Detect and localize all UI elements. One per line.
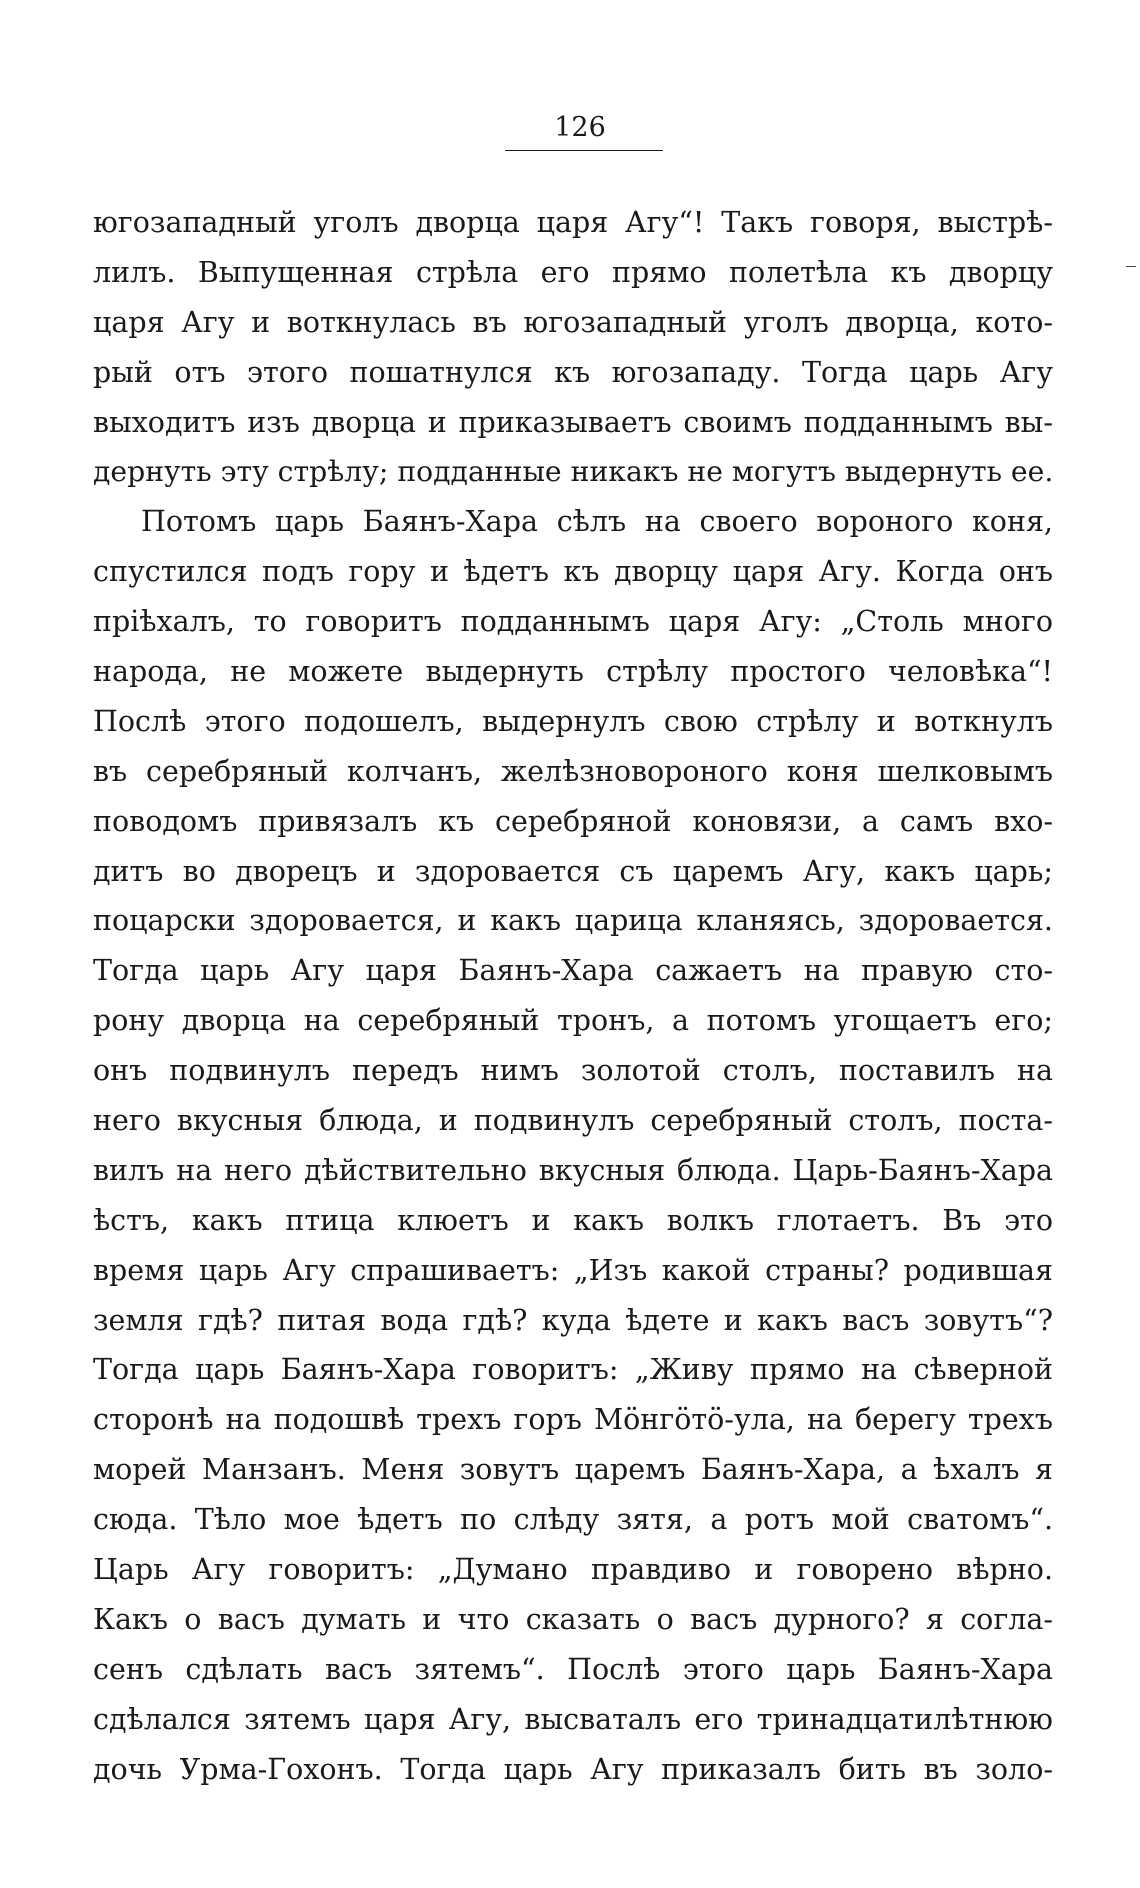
text-line: ѣстъ, какъ птица клюетъ и какъ волкъ глотаетъ. Въ это (93, 1203, 1053, 1237)
text-line: поцарски здоровается, и какъ царица кланяясь, здоровается. (93, 904, 1053, 938)
text-line: лилъ. Выпущенная стрѣла его прямо полетѣла къ дворцу (93, 255, 1053, 289)
text-line: земля гдѣ? питая вода гдѣ? куда ѣдете и какъ васъ зовутъ“? (93, 1303, 1053, 1337)
text-line: дитъ во дворецъ и здоровается съ царемъ Агу, какъ царь; (93, 854, 1053, 888)
text-line: вилъ на него дѣйствительно вкусныя блюда. Царь-Баянъ-Хара (93, 1153, 1053, 1187)
text-line: Послѣ этого подошелъ, выдернулъ свою стрѣлу и воткнулъ (93, 704, 1053, 738)
text-line: дернуть эту стрѣлу; подданные никакъ не могутъ выдернуть ее. (93, 455, 1054, 489)
text-line: сенъ сдѣлать васъ зятемъ“. Послѣ этого царь Баянъ-Хара (93, 1652, 1053, 1686)
text-line: пріѣхалъ, то говоритъ подданнымъ царя Агу: „Столь много (93, 605, 1053, 639)
paragraph-start-line: Потомъ царь Баянъ-Хара сѣлъ на своего вороного коня, (141, 505, 1053, 539)
text-line: Какъ о васъ думать и что сказать о васъ дурного? я согла- (93, 1602, 1053, 1636)
text-line: выходитъ изъ дворца и приказываетъ своимъ подданнымъ вы- (93, 405, 1053, 439)
text-line: Тогда царь Агу царя Баянъ-Хара сажаетъ на правую сто- (93, 954, 1053, 988)
text-line: спустился подъ гору и ѣдетъ къ дворцу царя Агу. Когда онъ (93, 555, 1053, 589)
text-line: въ серебряный колчанъ, желѣзновороного коня шелковымъ (93, 754, 1053, 788)
text-line: югозападный уголъ дворца царя Агу“! Такъ говоря, выстрѣ- (93, 206, 1053, 239)
text-line: Царь Агу говоритъ: „Думано правдиво и говорено вѣрно. (93, 1553, 1053, 1587)
text-line: царя Агу и воткнулась въ югозападный уголъ дворца, кото- (93, 305, 1053, 339)
text-line: сюда. Тѣло мое ѣдетъ по слѣду зятя, а ротъ мой сватомъ“. (93, 1503, 1053, 1537)
text-line: рону дворца на серебряный тронъ, а потомъ угощаетъ его; (93, 1004, 1053, 1038)
text-line: поводомъ привязалъ къ серебряной коновязи, а самъ вхо- (93, 804, 1053, 838)
text-line: сдѣлался зятемъ царя Агу, высваталъ его тринадцатилѣтнюю (93, 1702, 1053, 1736)
text-line: дочь Урма-Гохонъ. Тогда царь Агу приказалъ бить въ золо- (93, 1752, 1053, 1786)
text-line: онъ подвинулъ передъ нимъ золотой столъ, поставилъ на (93, 1054, 1053, 1088)
text-line: морей Манзанъ. Меня зовутъ царемъ Баянъ-Хара, а ѣхалъ я (93, 1453, 1053, 1487)
text-line: рый отъ этого пошатнулся къ югозападу. Тогда царь Агу (93, 355, 1053, 389)
text-line: сторонѣ на подошвѣ трехъ горъ Мöнгöтö-ула, на берегу трехъ (93, 1403, 1053, 1437)
body-text (93, 198, 1053, 1795)
text-line: него вкусныя блюда, и подвинулъ серебряный столъ, поста- (93, 1104, 1053, 1138)
text-line: Тогда царь Баянъ-Хара говоритъ: „Живу прямо на сѣверной (93, 1353, 1053, 1387)
text-line: народа, не можете выдернуть стрѣлу простого человѣка“! (93, 655, 1053, 689)
margin-mark (1126, 266, 1136, 267)
text-line: время царь Агу спрашиваетъ: „Изъ какой страны? родившая (93, 1253, 1053, 1287)
page-number: 126 (554, 112, 606, 143)
page-number-rule (505, 150, 663, 151)
